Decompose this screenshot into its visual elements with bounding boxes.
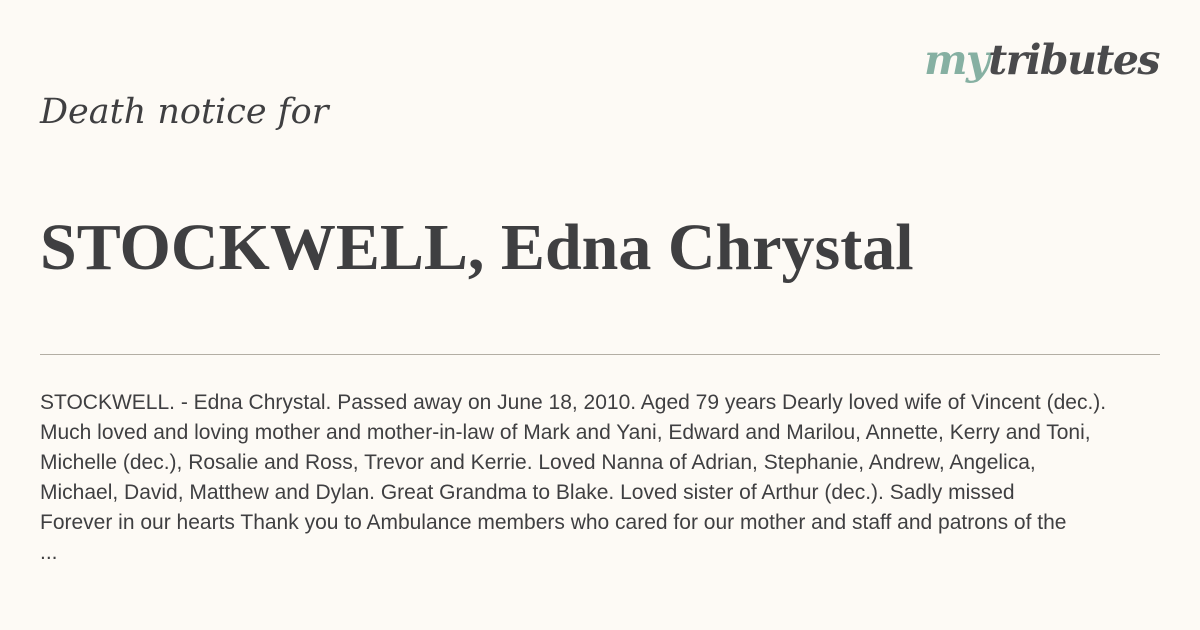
logo-my-text: my: [924, 36, 989, 84]
logo-tributes-text: tributes: [988, 36, 1159, 84]
death-notice-eyebrow: Death notice for: [40, 92, 329, 132]
notice-text: STOCKWELL. - Edna Chrystal. Passed away on June 18, 2010. Aged 79 years Dearly loved wife of Vincent (dec.). Much loved and loving mother and mother-in-law of Mark and Yani, Edward and Marilou, Annette, Kerry and Toni, Michelle (dec.), Rosalie and Ross, Trevor and Kerrie. Loved Nanna of Adrian, Stephanie, Andrew, Angelica, Michael, David, Matthew and Dylan. Great Grandma to Blake. Loved sister of Arthur (dec.). Sadly missed Forever in our hearts Thank you to Ambulance members who cared for our mother and staff and patrons of the ...: [40, 391, 1107, 564]
deceased-name: STOCKWELL, Edna Chrystal: [40, 211, 914, 284]
mytributes-logo[interactable]: [924, 30, 1159, 90]
divider: [40, 354, 1160, 355]
